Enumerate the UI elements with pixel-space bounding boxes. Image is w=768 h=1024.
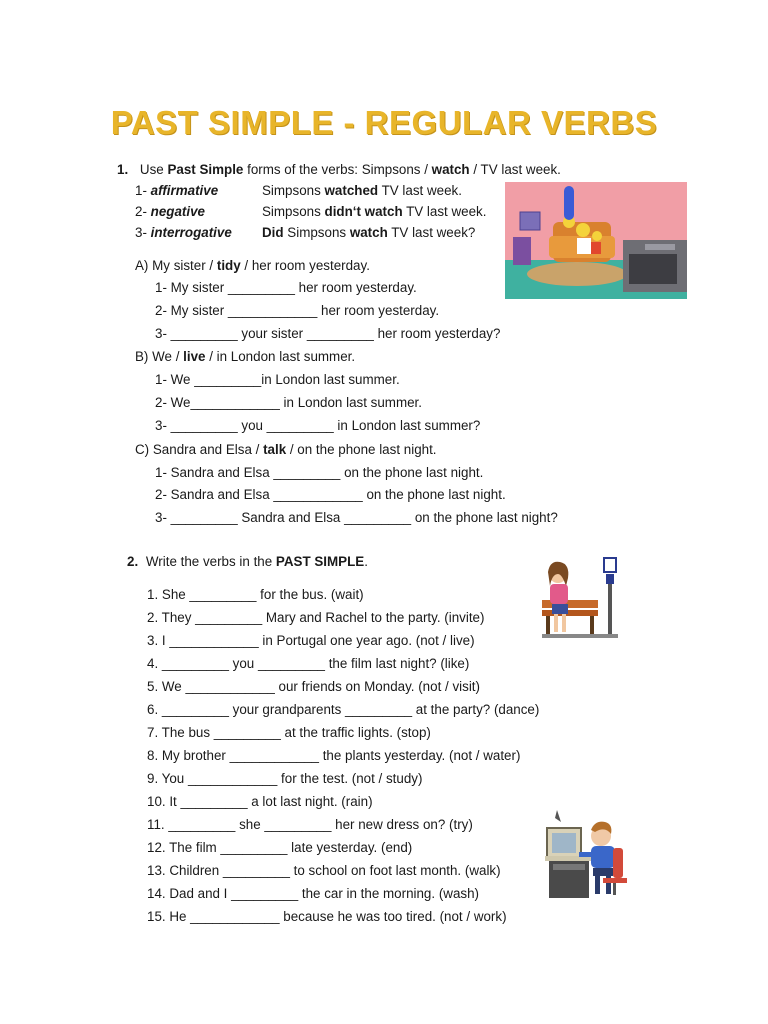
ex2-item-1: 1. She _________ for the bus. (wait) <box>147 587 364 602</box>
form-verb: didn‘t watch <box>324 204 403 219</box>
ex1-instruction <box>117 161 561 178</box>
simpsons-tv-picture <box>505 182 687 299</box>
ex2-item-15: 15. He ____________ because he was too tired. (not / work) <box>147 909 507 924</box>
ex2-item-4: 4. _________ you _________ the film last night? (like) <box>147 656 470 671</box>
ex2-item-3: 3. I ____________ in Portugal one year ago. (not / live) <box>147 633 475 648</box>
form-example-negative <box>262 203 486 220</box>
form-text: Simpsons <box>262 204 325 219</box>
group-verb: talk <box>263 442 287 457</box>
form-row-negative <box>135 203 205 220</box>
ex2-item-12: 12. The film _________ late yesterday. (end) <box>147 840 413 855</box>
ex1-intro-d: watch <box>431 162 470 177</box>
ex2-item-5: 5. We ____________ our friends on Monday. (not / visit) <box>147 679 480 694</box>
form-example-affirmative <box>262 182 462 199</box>
group-letter: B) <box>135 349 149 364</box>
form-verb: Did <box>262 225 284 240</box>
computer-user-picture <box>543 808 633 900</box>
ex1-intro-c: forms of the verbs: Simpsons / <box>243 162 432 177</box>
group-text: / on the phone last night. <box>286 442 437 457</box>
form-num: 2- <box>135 204 147 219</box>
group-letter: A) <box>135 258 149 273</box>
ex2-instruction <box>127 553 368 570</box>
group-c-header <box>135 441 437 458</box>
form-label: affirmative <box>150 183 219 198</box>
form-text: Simpsons <box>283 225 350 240</box>
ex2-intro-b: PAST SIMPLE <box>275 554 365 569</box>
group-b-item-2: 2- We____________ in London last summer. <box>155 395 423 410</box>
group-c-item-3: 3- _________ Sandra and Elsa _________ on the phone last night? <box>155 510 558 525</box>
ex2-item-9: 9. You ____________ for the test. (not / study) <box>147 771 423 786</box>
group-a-header <box>135 257 370 274</box>
form-row-affirmative <box>135 182 218 199</box>
ex2-intro-a: Write the verbs in the <box>145 554 276 569</box>
ex2-item-7: 7. The bus _________ at the traffic lights. (stop) <box>147 725 431 740</box>
group-a-item-2: 2- My sister ____________ her room yesterday. <box>155 303 440 318</box>
form-row-interrogative <box>135 224 232 241</box>
ex2-intro-c: . <box>364 554 368 569</box>
group-a-item-3: 3- _________ your sister _________ her room yesterday? <box>155 326 501 341</box>
ex2-item-11: 11. _________ she _________ her new dress on? (try) <box>147 817 473 832</box>
ex1-intro-e: / TV last week. <box>469 162 561 177</box>
ex1-intro-a: Use <box>139 162 168 177</box>
group-verb: tidy <box>216 258 241 273</box>
ex1-number: 1. <box>117 162 129 177</box>
form-num: 3- <box>135 225 147 240</box>
group-b-item-3: 3- _________ you _________ in London last summer? <box>155 418 481 433</box>
page-title: PAST SIMPLE - REGULAR VERBS <box>110 104 658 141</box>
ex2-item-2: 2. They _________ Mary and Rachel to the party. (invite) <box>147 610 485 625</box>
group-b-header <box>135 348 355 365</box>
ex1-intro-b: Past Simple <box>167 162 244 177</box>
form-text: Simpsons <box>262 183 325 198</box>
group-text: / in London last summer. <box>205 349 356 364</box>
form-text: TV last week? <box>387 225 476 240</box>
form-text: TV last week. <box>402 204 487 219</box>
ex2-item-14: 14. Dad and I _________ the car in the morning. (wash) <box>147 886 480 901</box>
group-letter: C) <box>135 442 150 457</box>
group-a-item-1: 1- My sister _________ her room yesterday. <box>155 280 417 295</box>
form-verb: watch <box>349 225 388 240</box>
ex2-number: 2. <box>127 554 139 569</box>
form-text: TV last week. <box>378 183 462 198</box>
ex2-item-8: 8. My brother ____________ the plants yesterday. (not / water) <box>147 748 521 763</box>
ex2-item-13: 13. Children _________ to school on foot last month. (walk) <box>147 863 501 878</box>
group-text: / her room yesterday. <box>240 258 370 273</box>
group-c-item-2: 2- Sandra and Elsa ____________ on the phone last night. <box>155 487 506 502</box>
group-verb: live <box>183 349 206 364</box>
group-c-item-1: 1- Sandra and Elsa _________ on the phone last night. <box>155 465 484 480</box>
form-num: 1- <box>135 183 147 198</box>
group-text: My sister / <box>152 258 217 273</box>
form-verb: watched <box>324 183 379 198</box>
form-label: interrogative <box>150 225 232 240</box>
ex2-item-6: 6. _________ your grandparents _________ at the party? (dance) <box>147 702 540 717</box>
group-text: Sandra and Elsa / <box>152 442 264 457</box>
group-text: We / <box>152 349 184 364</box>
ex2-item-10: 10. It _________ a lot last night. (rain) <box>147 794 373 809</box>
group-b-item-1: 1- We _________in London last summer. <box>155 372 400 387</box>
bus-stop-picture <box>540 556 622 640</box>
form-label: negative <box>150 204 205 219</box>
form-example-interrogative <box>262 224 475 241</box>
